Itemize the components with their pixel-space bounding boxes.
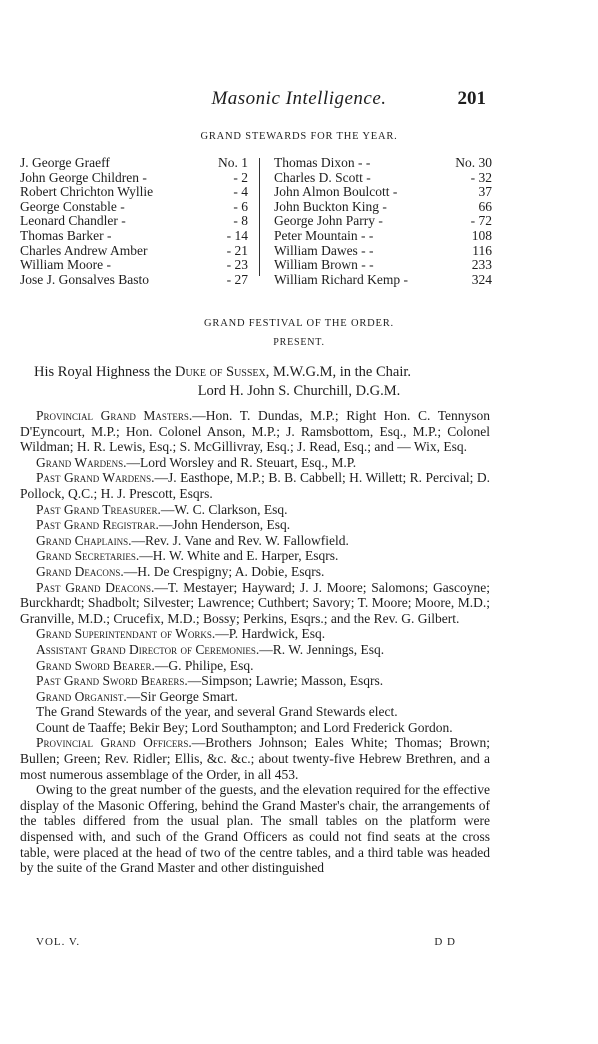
paragraph xyxy=(20,455,490,471)
paragraph xyxy=(20,548,490,564)
paragraph xyxy=(20,720,490,736)
steward-name: J. George Graeff xyxy=(20,155,110,170)
page-footer xyxy=(36,936,456,952)
paragraph xyxy=(20,564,490,580)
lodge-number: 66 xyxy=(478,198,492,214)
paragraph xyxy=(20,626,490,642)
paragraph-text: —Simpson; Lawrie; Masson, Esqrs. xyxy=(187,673,384,689)
steward-row xyxy=(270,258,492,273)
steward-row xyxy=(20,229,248,244)
steward-name: Charles Andrew Amber xyxy=(20,242,148,258)
paragraph-text: —G. Philipe, Esq. xyxy=(154,657,254,673)
steward-row xyxy=(20,244,248,259)
office-label: Grand Sword Bearer. xyxy=(36,657,155,673)
column-divider xyxy=(259,158,260,276)
paragraph-text: —J. Easthope, M.P.; B. B. Cabbell; H. Willett; R. Percival; D. Pollock, Q.C.; H. J. Prescott, Esqrs. xyxy=(20,470,490,501)
steward-row xyxy=(270,156,492,171)
steward-name: Thomas Dixon - - xyxy=(274,155,371,170)
paragraph-text: —H. De Crespigny; A. Dobie, Esqrs. xyxy=(123,563,325,579)
stewards-heading: GRAND STEWARDS FOR THE YEAR. xyxy=(200,131,398,142)
paragraph-text: —John Henderson, Esq. xyxy=(158,517,291,533)
steward-name: George Constable - xyxy=(20,198,125,214)
steward-name: William Brown - - xyxy=(274,257,374,273)
paragraph xyxy=(20,658,490,674)
steward-row xyxy=(270,171,492,186)
office-label: Past Grand Wardens. xyxy=(36,470,155,486)
lodge-number: - 21 xyxy=(226,242,248,258)
chair-title: Duke of Sussex xyxy=(174,364,266,380)
chair-text-start: His Royal Highness the xyxy=(34,364,175,380)
paragraph xyxy=(20,470,490,501)
office-label: Assistant Grand Director of Ceremonies. xyxy=(36,641,260,657)
office-label: Grand Secretaries. xyxy=(36,548,140,564)
paragraph xyxy=(20,782,490,876)
office-label: Past Grand Treasurer. xyxy=(36,501,161,517)
steward-name: William Richard Kemp - xyxy=(274,271,409,287)
lodge-number: No. 1 xyxy=(218,155,248,170)
lodge-number: - 4 xyxy=(233,184,248,200)
paragraph-text: —Hon. T. Dundas, M.P.; Right Hon. C. Tennyson D'Eyncourt, M.P.; Hon. Colonel Anson, M.P.; J. Ramsbottom, Esq., M.P.; Colonel Wildman; H. R. Lewis, Esq.; S. McGillivray, Esq.; J. Read, Esq.; and — Wix, Esq. xyxy=(20,408,490,455)
stewards-list xyxy=(20,155,492,287)
lodge-number: 233 xyxy=(471,257,492,273)
steward-name: Thomas Barker - xyxy=(20,227,112,243)
paragraph xyxy=(20,735,490,782)
office-label: Grand Superintendant of Works. xyxy=(36,626,216,642)
steward-name: John Almon Boulcott - xyxy=(274,184,398,200)
steward-row xyxy=(270,244,492,259)
steward-row xyxy=(20,200,248,215)
attendance-text xyxy=(20,408,490,876)
office-label: Grand Deacons. xyxy=(36,563,124,579)
steward-row xyxy=(270,185,492,200)
paragraph-text: —P. Hardwick, Esq. xyxy=(215,626,326,642)
steward-row xyxy=(270,200,492,215)
steward-row xyxy=(20,214,248,229)
paragraph-text: —Sir George Smart. xyxy=(126,688,238,704)
steward-name: George John Parry - xyxy=(274,213,383,229)
paragraph xyxy=(20,580,490,627)
paragraph xyxy=(20,517,490,533)
present-heading: PRESENT. xyxy=(273,337,325,348)
lodge-number: - 32 xyxy=(470,169,492,185)
paragraph xyxy=(20,502,490,518)
paragraph-text: —H. W. White and E. Harper, Esqrs. xyxy=(139,548,339,564)
paragraph xyxy=(20,689,490,705)
paragraph-text: —R. W. Jennings, Esq. xyxy=(259,641,385,657)
lodge-number: - 6 xyxy=(233,198,248,214)
steward-name: John George Children - xyxy=(20,169,147,185)
lodge-number: - 72 xyxy=(470,213,492,229)
lodge-number: 116 xyxy=(472,242,492,258)
office-label: Past Grand Registrar. xyxy=(36,517,159,533)
steward-row xyxy=(270,214,492,229)
steward-name: Leonard Chandler - xyxy=(20,213,126,229)
volume-mark: VOL. V. xyxy=(36,936,81,948)
paragraph-text: Owing to the great number of the guests, and the elevation required for the effective display of the Masonic Offering, behind the Grand Master's chair, the arrangements of the tables differed from the usual plan. The small tables on the platform were dispensed with, and such of the Grand Officers as could not find seats at the cross table, were placed at the head of two of the centre tables, and a third table was headed by the suite of the Grand Master and other distinguished xyxy=(20,782,490,876)
lodge-number: - 23 xyxy=(226,257,248,273)
paragraph-text: —W. C. Clarkson, Esq. xyxy=(160,501,288,517)
lodge-number: - 27 xyxy=(226,271,248,287)
office-label: Grand Organist. xyxy=(36,688,127,704)
page-header xyxy=(0,88,598,112)
paragraph-text: Count de Taaffe; Bekir Bey; Lord Southampton; and Lord Frederick Gordon. xyxy=(36,719,453,735)
festival-heading: GRAND FESTIVAL OF THE ORDER. xyxy=(204,318,394,329)
paragraph-text: The Grand Stewards of the year, and several Grand Stewards elect. xyxy=(36,704,398,720)
steward-name: Jose J. Gonsalves Basto xyxy=(20,271,149,287)
steward-name: John Buckton King - xyxy=(274,198,387,214)
steward-row xyxy=(20,273,248,288)
paragraph-text: —T. Mestayer; Hayward; J. J. Moore; Salomons; Gascoyne; Burckhardt; Shadbolt; Silvester; Lawrence; Cuthbert; Savory; T. Moore; Moore, M.D.; Granville, M.D.; Crucefix, M.D.; Bossy; Perkins, Esqrs.; and the Rev. G. Gilbert. xyxy=(20,579,490,626)
steward-row xyxy=(20,156,248,171)
steward-name: William Dawes - - xyxy=(274,242,374,258)
steward-name: Robert Chrichton Wyllie xyxy=(20,184,154,200)
office-label: Grand Wardens. xyxy=(36,454,127,470)
lodge-number: - 8 xyxy=(233,213,248,229)
steward-row xyxy=(20,185,248,200)
office-label: Past Grand Deacons. xyxy=(36,579,155,595)
steward-row xyxy=(270,229,492,244)
office-label: Past Grand Sword Bearers. xyxy=(36,673,188,689)
paragraph xyxy=(20,533,490,549)
paragraph-text: —Brothers Johnson; Eales White; Thomas; Brown; Bullen; Green; Rev. Ridler; Ellis, &c. &c.; about twenty-five Hebrew Brethren, and a most numerous assemblage of the Order, in all 453. xyxy=(20,735,490,782)
lodge-number: 324 xyxy=(471,271,492,287)
office-label: Provincial Grand Masters. xyxy=(36,408,193,423)
paragraph xyxy=(20,673,490,689)
page-number: 201 xyxy=(457,88,486,109)
running-title: Masonic Intelligence. xyxy=(211,88,387,109)
lodge-number: 108 xyxy=(471,227,492,243)
office-label: Provincial Grand Officers. xyxy=(36,735,192,751)
lodge-number: No. 30 xyxy=(455,155,492,170)
steward-name: William Moore - xyxy=(20,257,111,273)
lodge-number: - 14 xyxy=(226,227,248,243)
stewards-right-column xyxy=(270,156,492,287)
steward-row xyxy=(20,171,248,186)
lodge-number: 37 xyxy=(478,184,492,200)
steward-row xyxy=(270,273,492,288)
office-label: Grand Chaplains. xyxy=(36,532,132,548)
paragraph-text: —Lord Worsley and R. Steuart, Esq., M.P. xyxy=(126,454,357,470)
chair-line xyxy=(34,364,411,381)
steward-name: Charles D. Scott - xyxy=(274,169,371,185)
paragraph xyxy=(20,408,490,455)
paragraph xyxy=(20,642,490,658)
deputy-line: Lord H. John S. Churchill, D.G.M. xyxy=(197,383,401,399)
steward-name: Peter Mountain - - xyxy=(274,227,374,243)
lodge-number: - 2 xyxy=(233,169,248,185)
steward-row xyxy=(20,258,248,273)
signature-mark: D D xyxy=(434,936,456,948)
paragraph-text: —Rev. J. Vane and Rev. W. Fallowfield. xyxy=(131,532,349,548)
stewards-left-column xyxy=(20,156,248,287)
chair-text-end: , M.W.G.M, in the Chair. xyxy=(265,364,412,380)
paragraph xyxy=(20,704,490,720)
